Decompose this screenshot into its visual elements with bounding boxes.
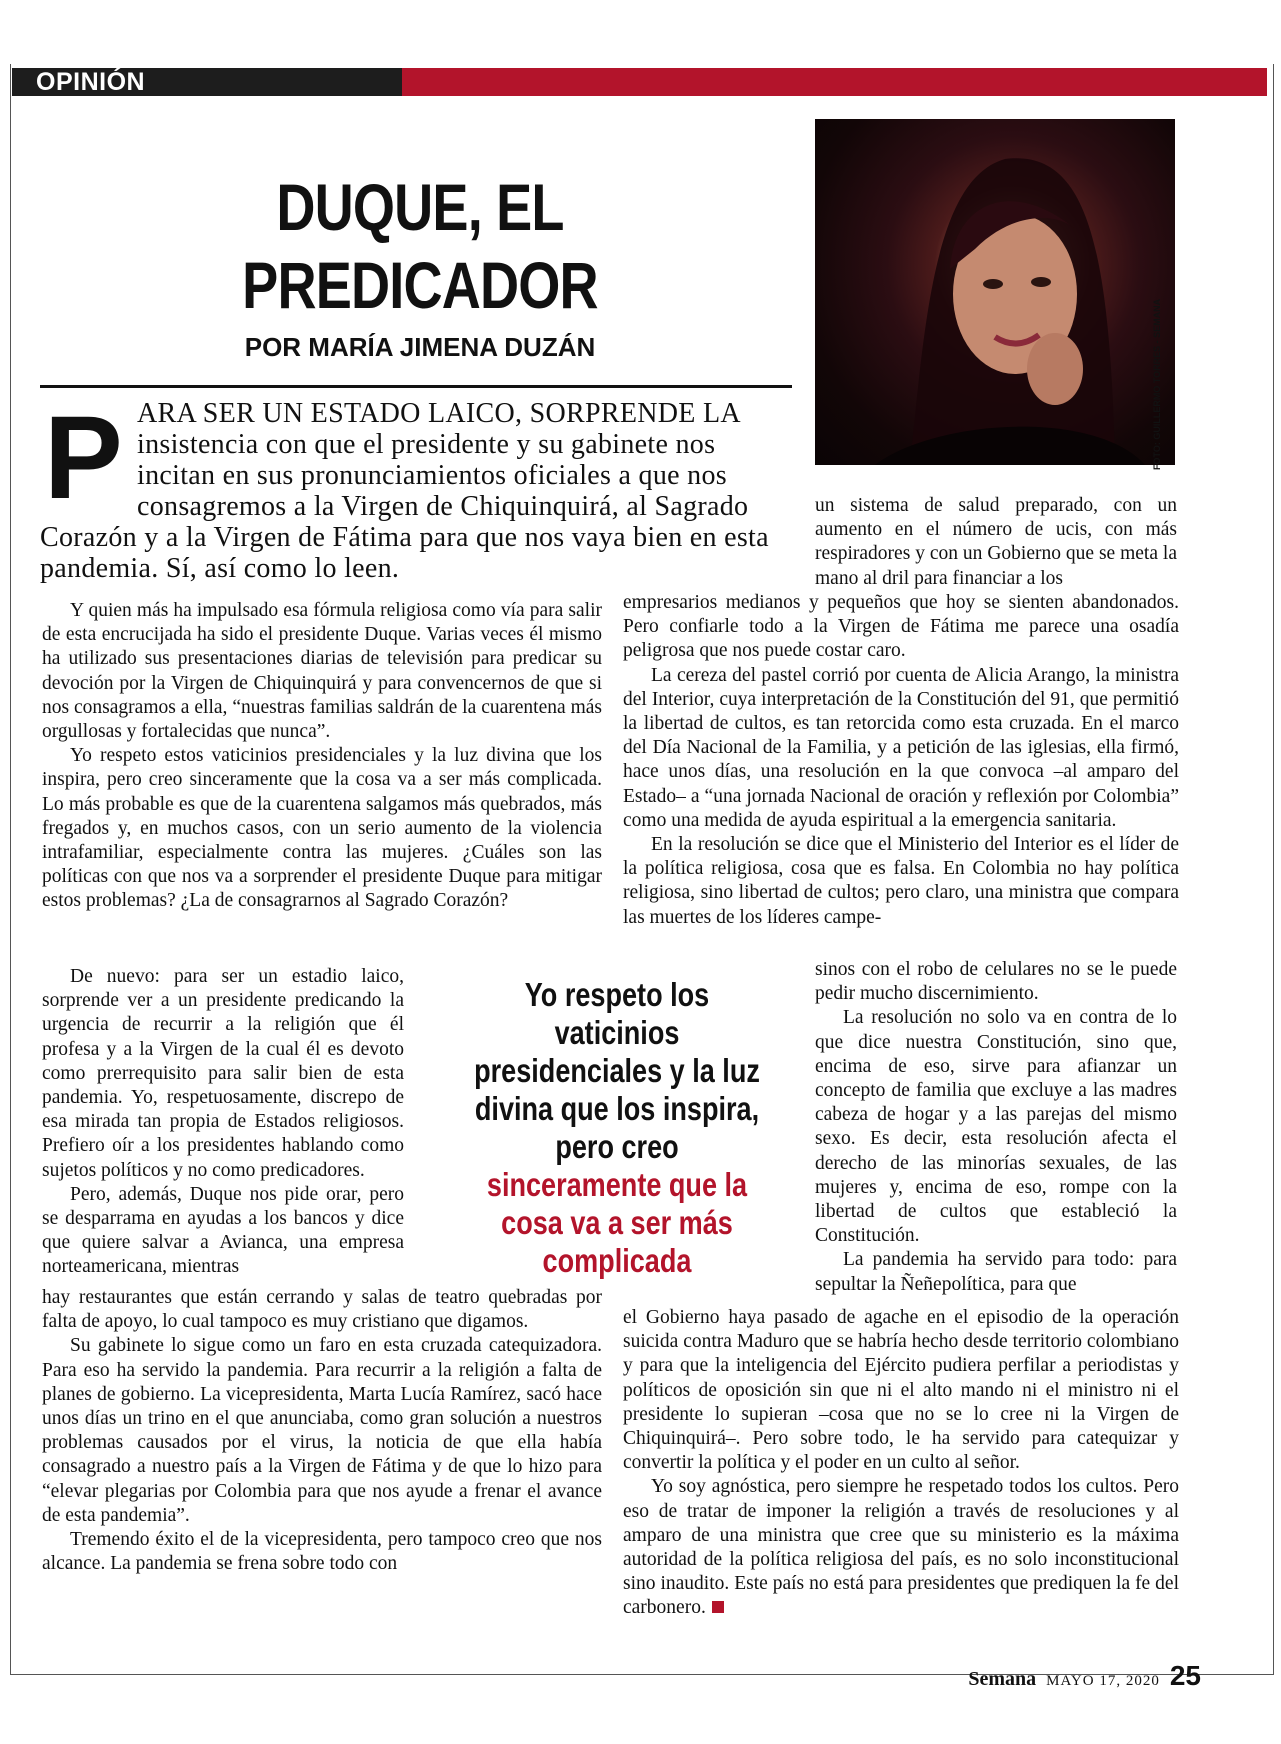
headline [108, 168, 731, 324]
right-column-upper [623, 591, 1179, 930]
right-column-bottom [623, 1306, 1179, 1621]
paragraph: empresarios medianos y pequeños que hoy se sienten abandonados. Pero confiarle todo a la Virgen de Fátima me parece una osadía peligrosa que nos puede costar caro. [623, 592, 1179, 662]
paragraph: Tremendo éxito el de la vicepresidenta, pero tampoco creo que nos alcance. La pandemia se frena sobre todo con [42, 1529, 602, 1575]
paragraph: De nuevo: para ser un estadio laico, sorprende ver a un presidente predicando la urgencia de recurrir a la religión que él profesa y a la Virgen de la cual él es devoto como prerrequisito para salir bien de esta pandemia. Yo, respetuosamente, discrepo de esa mirada tan propia de Estados religiosos. Prefiero oír a los presidentes hablando como sujetos políticos y no como predicadores. [42, 966, 404, 1181]
paragraph: Su gabinete lo sigue como un faro en esta cruzada catequizadora. Para eso ha servido la pandemia. Para recurrir a la religión a falta de planes de gobierno. La vicepresidenta, Marta Lucía Ramírez, sacó hace unos días un trino en el que anunciaba, como gran solución a nuestros problemas causados por el virus, la noticia de que ella había consagrado a nuestro país a la Virgen de Fátima y de que lo hizo para “elevar plegarias por Colombia para que nos ayude a frenar el avance de esta pandemia”. [42, 1335, 602, 1526]
left-column-bottom [42, 1286, 602, 1576]
headline-line-2: PREDICADOR [242, 248, 598, 322]
magazine-name: Semana [968, 1668, 1037, 1690]
left-column-middle [42, 965, 404, 1280]
pull-quote-black: Yo respeto los vaticinios presidenciales y la luz divina que los inspira, pero creo [474, 976, 760, 1165]
section-bar-dark [12, 68, 402, 96]
drop-cap: P [44, 392, 124, 524]
lead-text: ARA SER UN ESTADO LAICO, SORPRENDE LA insistencia con que el presidente y su gabinete nos incitan en sus pronunciamientos oficiales a que nos consagremos a la Virgen de Chiquinquirá, al Sagrado Corazón y a la Virgen de Fátima para que nos vaya bien en esta pandemia. Sí, así como lo leen. [40, 398, 769, 584]
paragraph: un sistema de salud preparado, con un aumento en el número de ucis, con más respiradores y con un Gobierno que se meta la mano al dril para financiar a los [815, 495, 1177, 589]
section-bar [12, 68, 1267, 96]
paragraph: Yo respeto estos vaticinios presidenciales y la luz divina que los inspira, pero creo sinceramente que la cosa va a ser más complicada. Lo más probable es que de la cuarentena salgamos más quebrados, más fregados y, en muchos casos, con un serio aumento de la violencia intrafamiliar, especialmente contra las mujeres. ¿Cuáles son las políticas con que nos va a sorprender el presidente Duque para mitigar estos problemas? ¿La de consagrarnos al Sagrado Corazón? [42, 745, 602, 912]
pull-quote [465, 976, 768, 1280]
right-column-top [815, 494, 1177, 591]
paragraph: Y quien más ha impulsado esa fórmula religiosa como vía para salir de esta encrucijada ha sido el presidente Duque. Varias veces él mismo ha utilizado sus presentaciones diarias de televisión para predicar su devoción por la Virgen de Chiquinquirá y para convencernos de que si nos consagramos a ella, “nuestras familias saldrán de la cuarentena más orgullosas y fortalecidas que nunca”. [42, 600, 602, 743]
paragraph: La pandemia ha servido para todo: para sepultar la Ñeñepolítica, para que [815, 1249, 1177, 1295]
paragraph [623, 1475, 1179, 1620]
right-column-middle [815, 958, 1177, 1297]
page-number: 25 [1169, 1660, 1201, 1691]
portrait-illustration [815, 119, 1175, 465]
issue-date: MAYO 17, 2020 [1046, 1673, 1160, 1689]
paragraph: hay restaurantes que están cerrando y salas de teatro quebradas por falta de apoyo, lo cual tampoco es muy cristiano que digamos. [42, 1287, 602, 1333]
left-column-top [42, 599, 602, 914]
divider-rule [40, 385, 792, 388]
end-mark-icon [712, 1601, 724, 1613]
paragraph: La resolución no solo va en contra de lo que dice nuestra Constitución, sino que, encima de eso, sirve para afianzar un concepto de familia que excluye a las madres cabeza de hogar y a las parejas del mismo sexo. Es decir, esta resolución afecta el derecho de las minorías sexuales, de las mujeres y, encima de eso, rompe con la libertad de cultos que estableció la Constitución. [815, 1007, 1177, 1247]
paragraph: La cereza del pastel corrió por cuenta de Alicia Arango, la ministra del Interior, cuya interpretación de la Constitución del 91, que permitió la libertad de cultos, es tan retorcida como esta cruzada. En el marco del Día Nacional de la Familia, y a petición de las iglesias, ella firmó, hace unos días, una resolución en la que convoca –al amparo del Estado– a “una jornada Nacional de oración y reflexión por Colombia” como una medida de ayuda espiritual a la emergencia sanitaria. [623, 664, 1179, 831]
photo-credit: FOTO: GUILLERMO TORRES - SEMANA [1152, 298, 1162, 470]
pull-quote-red: sinceramente que la cosa va a ser más complicada [486, 1166, 748, 1279]
section-bar-red [402, 68, 1267, 96]
paragraph: el Gobierno haya pasado de agache en el episodio de la operación suicida contra Maduro que se habría hecho desde territorio colombiano y para que la inteligencia del Ejército pudiera perfilar a periodistas y políticos de oposición sin que ni el alto mando ni el ministro ni el presidente lo supieran –cosa que no se lo cree ni la Virgen de Chiquinquirá–. Pero sobre todo, le ha servido para catequizar y convertir la política y el poder en un culto al señor. [623, 1307, 1179, 1474]
byline: POR MARÍA JIMENA DUZÁN [244, 332, 596, 362]
section-label: OPINIÓN [36, 67, 146, 96]
paragraph: Pero, además, Duque nos pide orar, pero se desparrama en ayudas a los bancos y dice que quiere salvar a Avianca, una empresa norteamericana, mientras [42, 1183, 404, 1278]
lead-paragraph [40, 392, 795, 584]
paragraph: En la resolución se dice que el Ministerio del Interior es el líder de la política religiosa, cosa que es falsa. En Colombia no hay política religiosa, sino libertad de cultos; pero claro, una ministra que compara las muertes de los líderes campe- [623, 834, 1179, 928]
headline-line-1: DUQUE, EL [276, 170, 564, 244]
author-photo [815, 119, 1175, 465]
paragraph: sinos con el robo de celulares no se le puede pedir mucho discernimiento. [815, 959, 1177, 1005]
closing-text: Yo soy agnóstica, pero siempre he respetado todos los cultos. Pero eso de tratar de imponer la religión a través de resoluciones y al amparo de una ministra que cree que su ministerio es la máxima autoridad de la política religiosa del país, es no solo inconstitucional sino inaudito. Este país no está para presidentes que prediquen la fe del carbonero. [623, 1476, 1179, 1619]
page-footer [968, 1660, 1201, 1692]
